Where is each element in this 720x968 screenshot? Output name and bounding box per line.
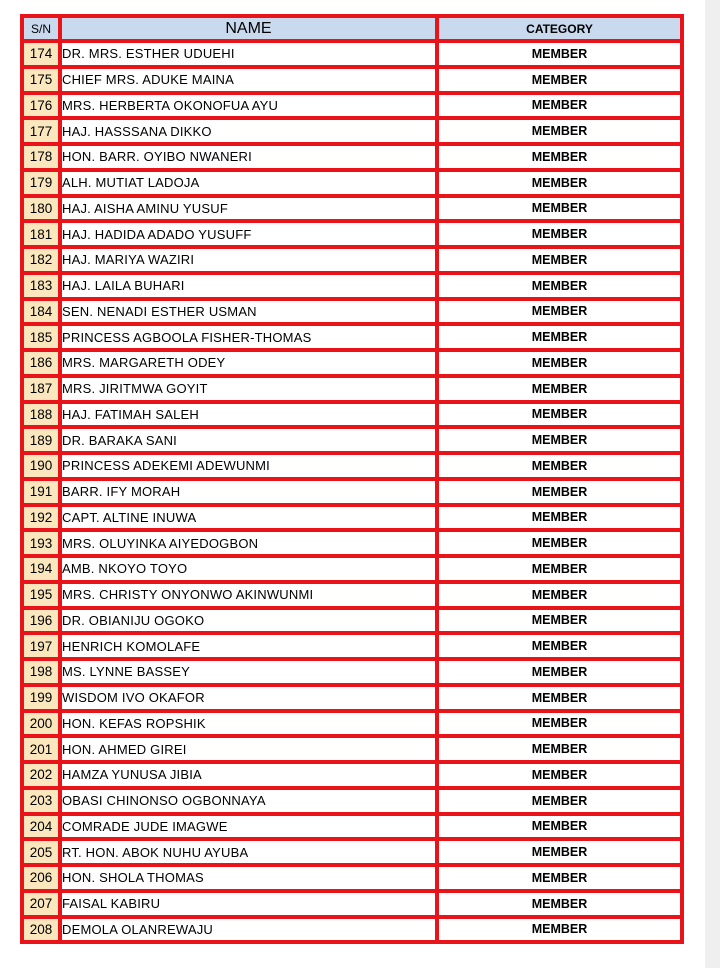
row-sn: 202 (22, 762, 60, 788)
row-name: ALH. MUTIAT LADOJA (60, 170, 437, 196)
row-name: CAPT. ALTINE INUWA (60, 505, 437, 531)
table-row (22, 402, 682, 428)
row-sn: 192 (22, 505, 60, 531)
table-row (22, 170, 682, 196)
row-category: MEMBER (437, 736, 682, 762)
table-row (22, 582, 682, 608)
row-category: MEMBER (437, 427, 682, 453)
row-category: MEMBER (437, 530, 682, 556)
table-row (22, 556, 682, 582)
row-name: DR. OBIANIJU OGOKO (60, 608, 437, 634)
row-category: MEMBER (437, 762, 682, 788)
table-row (22, 144, 682, 170)
table-row (22, 221, 682, 247)
row-name: HON. AHMED GIREI (60, 736, 437, 762)
row-name: HAJ. HASSSANA DIKKO (60, 118, 437, 144)
row-name: HON. KEFAS ROPSHIK (60, 711, 437, 737)
row-name: HON. SHOLA THOMAS (60, 865, 437, 891)
row-sn: 194 (22, 556, 60, 582)
row-category: MEMBER (437, 41, 682, 67)
table-row (22, 427, 682, 453)
row-name: HAJ. HADIDA ADADO YUSUFF (60, 221, 437, 247)
row-category: MEMBER (437, 93, 682, 119)
row-name: MRS. HERBERTA OKONOFUA AYU (60, 93, 437, 119)
row-name: MS. LYNNE BASSEY (60, 659, 437, 685)
row-sn: 197 (22, 633, 60, 659)
row-sn: 196 (22, 608, 60, 634)
row-sn: 180 (22, 196, 60, 222)
row-name: BARR. IFY MORAH (60, 479, 437, 505)
row-name: WISDOM IVO OKAFOR (60, 685, 437, 711)
row-category: MEMBER (437, 376, 682, 402)
row-category: MEMBER (437, 402, 682, 428)
table-row (22, 608, 682, 634)
row-category: MEMBER (437, 350, 682, 376)
table-row (22, 917, 682, 943)
row-sn: 178 (22, 144, 60, 170)
row-name: HAJ. FATIMAH SALEH (60, 402, 437, 428)
row-category: MEMBER (437, 788, 682, 814)
row-sn: 188 (22, 402, 60, 428)
row-category: MEMBER (437, 247, 682, 273)
row-category: MEMBER (437, 814, 682, 840)
table-row (22, 736, 682, 762)
row-sn: 182 (22, 247, 60, 273)
row-category: MEMBER (437, 144, 682, 170)
row-sn: 185 (22, 324, 60, 350)
table-row (22, 659, 682, 685)
row-category: MEMBER (437, 118, 682, 144)
table-row (22, 685, 682, 711)
header-name: NAME (60, 16, 437, 41)
row-name: SEN. NENADI ESTHER USMAN (60, 299, 437, 325)
row-category: MEMBER (437, 556, 682, 582)
row-category: MEMBER (437, 839, 682, 865)
row-sn: 191 (22, 479, 60, 505)
row-sn: 186 (22, 350, 60, 376)
row-category: MEMBER (437, 273, 682, 299)
table-row (22, 247, 682, 273)
table-row (22, 633, 682, 659)
row-category: MEMBER (437, 221, 682, 247)
table-row (22, 118, 682, 144)
table-row (22, 711, 682, 737)
row-category: MEMBER (437, 633, 682, 659)
row-sn: 183 (22, 273, 60, 299)
row-name: DR. MRS. ESTHER UDUEHI (60, 41, 437, 67)
row-sn: 177 (22, 118, 60, 144)
row-sn: 200 (22, 711, 60, 737)
header-sn: S/N (22, 16, 60, 41)
table-body (22, 41, 682, 942)
row-name: HON. BARR. OYIBO NWANERI (60, 144, 437, 170)
row-category: MEMBER (437, 659, 682, 685)
table-row (22, 93, 682, 119)
row-category: MEMBER (437, 453, 682, 479)
row-category: MEMBER (437, 505, 682, 531)
table-row (22, 350, 682, 376)
row-name: AMB. NKOYO TOYO (60, 556, 437, 582)
table-row (22, 196, 682, 222)
row-sn: 199 (22, 685, 60, 711)
row-sn: 176 (22, 93, 60, 119)
row-sn: 195 (22, 582, 60, 608)
table-row (22, 479, 682, 505)
row-category: MEMBER (437, 67, 682, 93)
row-sn: 206 (22, 865, 60, 891)
table-row (22, 324, 682, 350)
row-category: MEMBER (437, 299, 682, 325)
table-row (22, 376, 682, 402)
row-sn: 174 (22, 41, 60, 67)
row-sn: 189 (22, 427, 60, 453)
row-sn: 193 (22, 530, 60, 556)
row-name: DEMOLA OLANREWAJU (60, 917, 437, 943)
row-name: MRS. MARGARETH ODEY (60, 350, 437, 376)
header-category: CATEGORY (437, 16, 682, 41)
table-row (22, 299, 682, 325)
row-sn: 179 (22, 170, 60, 196)
row-category: MEMBER (437, 865, 682, 891)
row-name: HAJ. MARIYA WAZIRI (60, 247, 437, 273)
row-name: RT. HON. ABOK NUHU AYUBA (60, 839, 437, 865)
table-row (22, 273, 682, 299)
table-row (22, 865, 682, 891)
table-row (22, 788, 682, 814)
row-name: CHIEF MRS. ADUKE MAINA (60, 67, 437, 93)
table-row (22, 762, 682, 788)
table-row (22, 839, 682, 865)
row-category: MEMBER (437, 170, 682, 196)
row-name: HAJ. LAILA BUHARI (60, 273, 437, 299)
row-name: MRS. CHRISTY ONYONWO AKINWUNMI (60, 582, 437, 608)
row-name: PRINCESS AGBOOLA FISHER-THOMAS (60, 324, 437, 350)
row-name: FAISAL KABIRU (60, 891, 437, 917)
row-sn: 184 (22, 299, 60, 325)
row-sn: 190 (22, 453, 60, 479)
row-sn: 204 (22, 814, 60, 840)
table-row (22, 814, 682, 840)
row-category: MEMBER (437, 917, 682, 943)
table-row (22, 41, 682, 67)
row-name: COMRADE JUDE IMAGWE (60, 814, 437, 840)
table-row (22, 891, 682, 917)
member-table (20, 14, 684, 944)
row-category: MEMBER (437, 891, 682, 917)
row-sn: 203 (22, 788, 60, 814)
table-row (22, 67, 682, 93)
row-name: MRS. JIRITMWA GOYIT (60, 376, 437, 402)
row-category: MEMBER (437, 685, 682, 711)
row-sn: 198 (22, 659, 60, 685)
row-category: MEMBER (437, 324, 682, 350)
table-row (22, 505, 682, 531)
table-row (22, 530, 682, 556)
row-category: MEMBER (437, 196, 682, 222)
row-sn: 187 (22, 376, 60, 402)
row-category: MEMBER (437, 582, 682, 608)
row-name: DR. BARAKA SANI (60, 427, 437, 453)
row-sn: 175 (22, 67, 60, 93)
row-sn: 205 (22, 839, 60, 865)
row-category: MEMBER (437, 479, 682, 505)
row-name: PRINCESS ADEKEMI ADEWUNMI (60, 453, 437, 479)
row-sn: 181 (22, 221, 60, 247)
row-name: HAMZA YUNUSA JIBIA (60, 762, 437, 788)
row-name: HENRICH KOMOLAFE (60, 633, 437, 659)
row-sn: 201 (22, 736, 60, 762)
row-category: MEMBER (437, 711, 682, 737)
table-header-row (22, 16, 682, 41)
row-category: MEMBER (437, 608, 682, 634)
row-name: HAJ. AISHA AMINU YUSUF (60, 196, 437, 222)
row-name: MRS. OLUYINKA AIYEDOGBON (60, 530, 437, 556)
row-sn: 207 (22, 891, 60, 917)
table-row (22, 453, 682, 479)
row-name: OBASI CHINONSO OGBONNAYA (60, 788, 437, 814)
row-sn: 208 (22, 917, 60, 943)
